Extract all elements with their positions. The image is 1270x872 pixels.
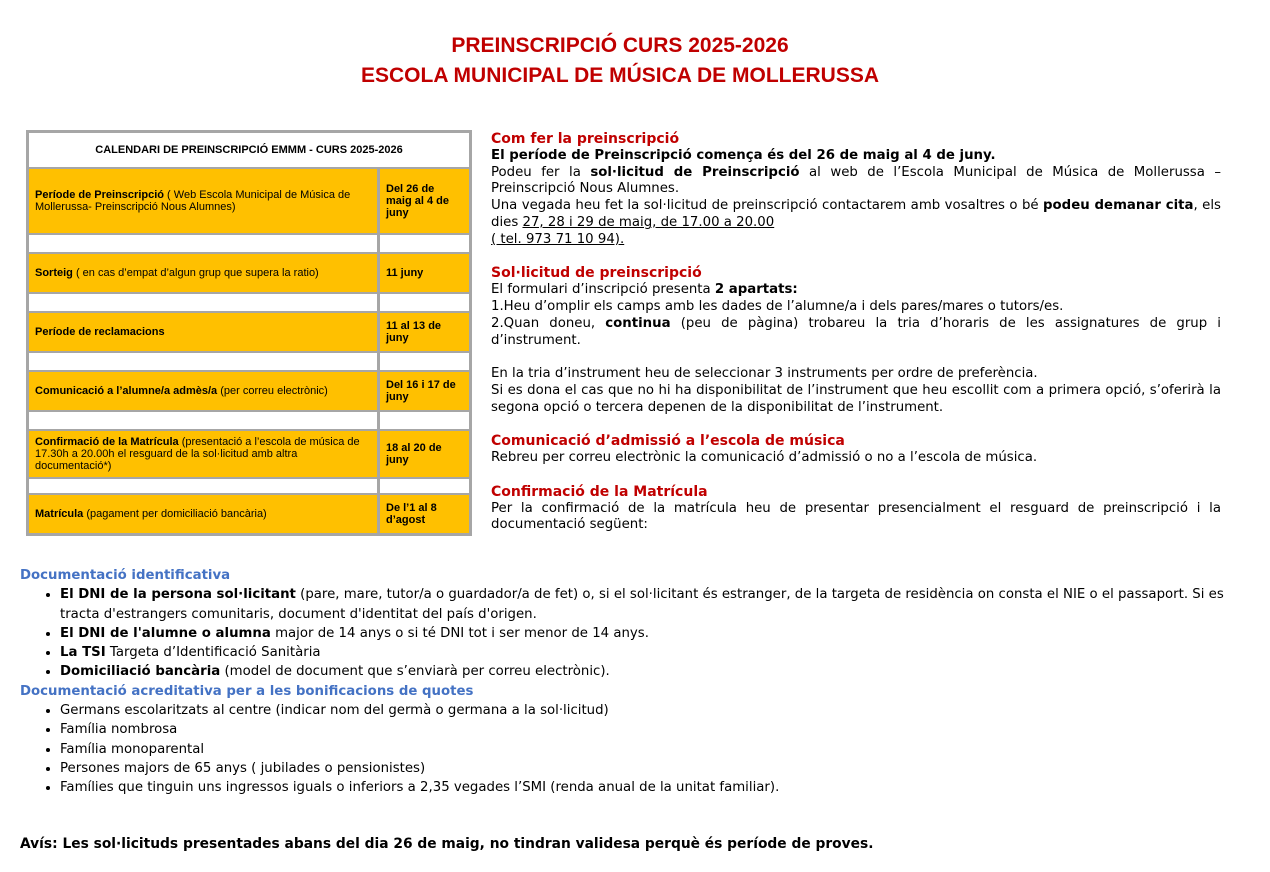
list-item: • El DNI de l'alumne o alumna major de 14 anys o si té DNI tot i ser menor de 14 anys.: [60, 624, 1235, 643]
calendar-row-date: 18 al 20 de juny: [377, 431, 469, 477]
request-item-2: 2.Quan doneu, continua (peu de pàgina) trobareu la tria d’horaris de les assignatures de grup i d’instrument.: [491, 315, 1221, 348]
calendar-row-date: 11 juny: [377, 254, 469, 292]
admission-text: Rebreu per correu electrònic la comunicació d’admissió o no a l’escola de música.: [491, 450, 1038, 466]
confirmation-heading: Confirmació de la Matrícula: [491, 483, 708, 500]
calendar-table: [26, 130, 472, 536]
list-item: • El DNI de la persona sol·licitant (pare, mare, tutor/a o guardador/a de fet) o, si el sol·licitant és estranger, de la targeta de residència on consta el NIE o el passaport. Si es tracta d'estrangers comunitaris, document d'identitat del país d'origen.: [60, 585, 1235, 624]
request-paragraph-3: En la tria d’instrument heu de seleccionar 3 instruments per ordre de preferència.: [491, 366, 1038, 382]
calendar-row-date: 11 al 13 de juny: [377, 313, 469, 351]
docs-discount-list: [20, 701, 1235, 797]
calendar-row-label: Període de reclamacions: [29, 313, 377, 351]
request-item-1: 1.Heu d’omplir els camps amb les dades de l’alumne/a i dels pares/mares o tutors/es.: [491, 298, 1064, 314]
documentation-section: [20, 566, 1235, 798]
request-intro: El formulari d’inscripció presenta 2 apartats:: [491, 282, 798, 298]
calendar-heading: CALENDARI DE PREINSCRIPCIÓ EMMM - CURS 2025-2026: [29, 133, 469, 167]
how-period: El període de Preinscripció comença és del 26 de maig al 4 de juny.: [491, 147, 996, 163]
calendar-row-date: De l’1 al 8 d’agost: [377, 495, 469, 533]
admission-heading: Comunicació d’admissió a l’escola de música: [491, 433, 845, 450]
calendar-row-label: Matrícula (pagament per domiciliació bancària): [29, 495, 377, 533]
calendar-row-label: Comunicació a l’alumne/a admès/a (per correu electrònic): [29, 372, 377, 410]
request-paragraph-4: Si es dona el cas que no hi ha disponibilitat de l’instrument que heu escollit com a primera opció, s’oferirà la segona opció o tercera depenen de la disponibilitat de l’instrument.: [491, 382, 1221, 415]
instructions-column: [491, 131, 1221, 534]
confirmation-text: Per la confirmació de la matrícula heu de presentar presencialment el resguard de preinscripció i la documentació següent:: [491, 500, 1221, 533]
how-paragraph-2: Una vegada heu fet la sol·licitud de preinscripció contactarem amb vosaltres o bé podeu demanar cita, els dies 27, 28 i 29 de maig, de 17.00 a 20.00 ( tel. 973 71 10 94).: [491, 198, 1221, 247]
list-item: • Persones majors de 65 anys ( jubilades o pensionistes): [60, 759, 1235, 778]
warning-note: Avís: Les sol·licituds presentades abans del dia 26 de maig, no tindran validesa perquè és període de proves.: [20, 836, 874, 852]
how-heading: Com fer la preinscripció: [491, 131, 680, 147]
page-subtitle: ESCOLA MUNICIPAL DE MÚSICA DE MOLLERUSSA: [360, 64, 880, 87]
list-item: • Domiciliació bancària (model de document que s’enviarà per correu electrònic).: [60, 662, 1235, 681]
calendar-row-date: Del 26 de maig al 4 de juny: [377, 169, 469, 233]
list-item: • Germans escolaritzats al centre (indicar nom del germà o germana a la sol·licitud): [60, 701, 1235, 720]
page-title: PREINSCRIPCIÓ CURS 2025-2026: [451, 34, 789, 57]
calendar-row-label: Període de Preinscripció ( Web Escola Municipal de Música de Mollerussa- Preinscripció Nous Alumnes): [29, 169, 377, 233]
how-paragraph-1: Podeu fer la sol·licitud de Preinscripció al web de l’Escola Municipal de Música de Mollerussa – Preinscripció Nous Alumnes.: [491, 164, 1222, 197]
calendar-row-label: Sorteig ( en cas d’empat d’algun grup que supera la ratio): [29, 254, 377, 292]
request-heading: Sol·licitud de preinscripció: [491, 265, 702, 282]
calendar-row-date: Del 16 i 17 de juny: [377, 372, 469, 410]
phone-link[interactable]: ( tel. 973 71 10 94).: [491, 231, 625, 247]
list-item: • Família nombrosa: [60, 720, 1235, 739]
docs-id-heading: Documentació identificativa: [20, 568, 231, 583]
list-item: • Família monoparental: [60, 740, 1235, 759]
list-item: • Famílies que tinguin uns ingressos iguals o inferiors a 2,35 vegades l’SMI (renda anual de la unitat familiar).: [60, 778, 1235, 797]
docs-discount-heading: Documentació acreditativa per a les bonificacions de quotes: [20, 683, 474, 699]
calendar-row-label: Confirmació de la Matrícula (presentació a l’escola de música de 17.30h a 20.00h el resguard de la sol·licitud amb altra documentació*): [29, 431, 377, 477]
docs-id-list: [20, 585, 1235, 681]
list-item: • La TSI Targeta d’Identificació Sanitària: [60, 643, 1235, 662]
